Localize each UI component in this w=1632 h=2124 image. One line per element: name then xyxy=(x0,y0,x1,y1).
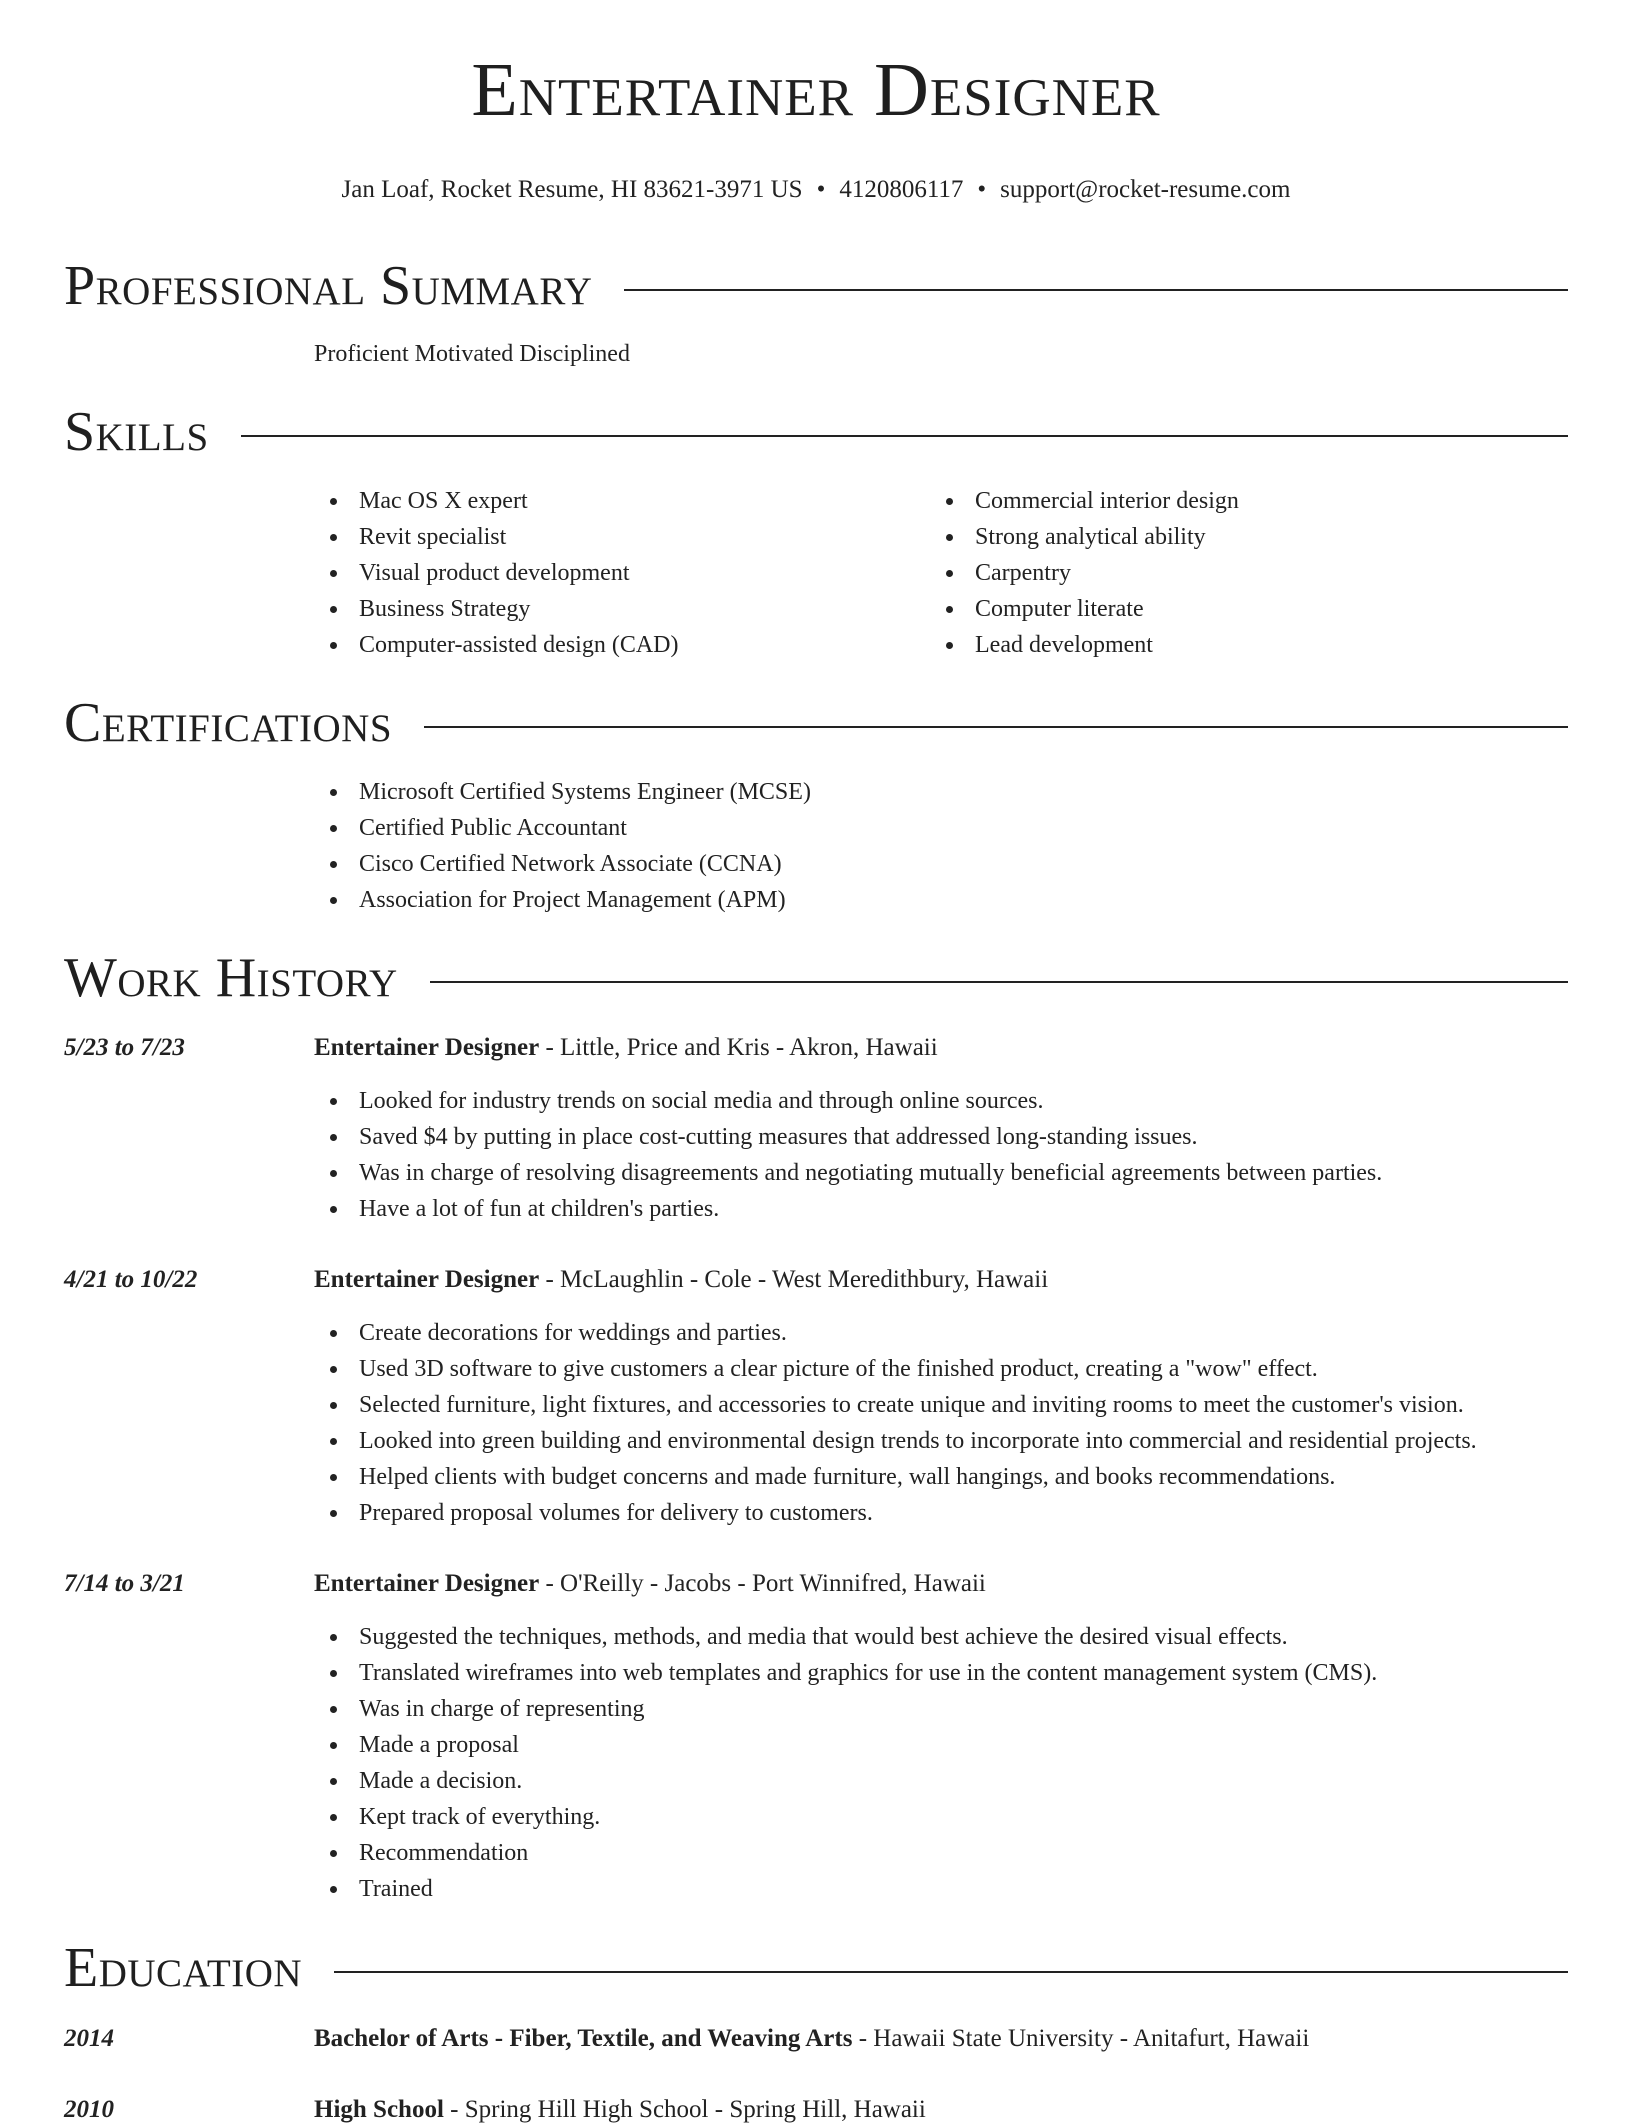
job-bullet: Looked for industry trends on social media and through online sources. xyxy=(314,1083,1382,1119)
education-year: 2010 xyxy=(64,2096,114,2123)
job-dates: 4/21 to 10/22 xyxy=(64,1266,198,1293)
skill-item: Strong analytical ability xyxy=(930,519,1239,555)
section-divider xyxy=(241,435,1568,437)
job-dates: 7/14 to 3/21 xyxy=(64,1570,185,1597)
section-title: Education xyxy=(64,1937,303,1999)
section-divider xyxy=(424,726,1568,728)
summary-section-heading xyxy=(64,255,1568,317)
job-bullets xyxy=(314,1083,1382,1227)
education-school: - Spring Hill High School - Spring Hill, Hawaii xyxy=(443,2096,926,2123)
job-bullet: Helped clients with budget concerns and made furniture, wall hangings, and books recommendations. xyxy=(314,1459,1477,1495)
contact-phone: 4120806117 xyxy=(839,176,964,203)
job-bullets xyxy=(314,1315,1477,1531)
job-bullet: Used 3D software to give customers a clear picture of the finished product, creating a "wow" effect. xyxy=(314,1351,1477,1387)
job-bullet: Saved $4 by putting in place cost-cutting measures that addressed long-standing issues. xyxy=(314,1119,1382,1155)
skill-item: Business Strategy xyxy=(314,591,678,627)
section-title: Professional Summary xyxy=(64,255,593,317)
skill-item: Revit specialist xyxy=(314,519,678,555)
certification-item: Certified Public Accountant xyxy=(314,810,811,846)
job-bullet: Was in charge of resolving disagreements and negotiating mutually beneficial agreements between parties. xyxy=(314,1155,1382,1191)
resume-name: Entertainer Designer xyxy=(471,48,1161,132)
skill-item: Commercial interior design xyxy=(930,483,1239,519)
contact-line xyxy=(0,176,1632,204)
certifications-list xyxy=(314,774,811,918)
job-bullet: Have a lot of fun at children's parties. xyxy=(314,1191,1382,1227)
education-section-heading xyxy=(64,1937,1568,1999)
contact-separator: • xyxy=(977,176,987,203)
certification-item: Association for Project Management (APM) xyxy=(314,882,811,918)
job-dates: 5/23 to 7/23 xyxy=(64,1034,185,1061)
skills-section-heading xyxy=(64,401,1568,463)
job-heading xyxy=(314,1266,1048,1294)
job-bullets xyxy=(314,1619,1377,1907)
job-bullet: Kept track of everything. xyxy=(314,1799,1377,1835)
certifications-section-heading xyxy=(64,692,1568,754)
job-company: - McLaughlin - Cole - West Meredithbury, Hawaii xyxy=(539,1266,1049,1293)
section-title: Certifications xyxy=(64,692,393,754)
job-bullet: Create decorations for weddings and parties. xyxy=(314,1315,1477,1351)
contact-email: support@rocket-resume.com xyxy=(1000,176,1291,203)
job-bullet: Trained xyxy=(314,1871,1377,1907)
job-bullet: Selected furniture, light fixtures, and accessories to create unique and inviting rooms to meet the customer's vision. xyxy=(314,1387,1477,1423)
job-bullet: Suggested the techniques, methods, and media that would best achieve the desired visual effects. xyxy=(314,1619,1377,1655)
skill-item: Visual product development xyxy=(314,555,678,591)
certification-item: Cisco Certified Network Associate (CCNA) xyxy=(314,846,811,882)
skill-item: Computer-assisted design (CAD) xyxy=(314,627,678,663)
section-title: Skills xyxy=(64,401,209,463)
education-year: 2014 xyxy=(64,2025,114,2052)
skill-item: Computer literate xyxy=(930,591,1239,627)
contact-separator: • xyxy=(816,176,826,203)
education-entry xyxy=(314,2096,926,2124)
skills-list-left xyxy=(314,483,678,663)
certification-item: Microsoft Certified Systems Engineer (MCSE) xyxy=(314,774,811,810)
job-bullet: Made a proposal xyxy=(314,1727,1377,1763)
section-divider xyxy=(430,981,1568,983)
job-bullet: Looked into green building and environmental design trends to incorporate into commercial and residential projects. xyxy=(314,1423,1477,1459)
job-heading xyxy=(314,1570,986,1598)
job-bullet: Recommendation xyxy=(314,1835,1377,1871)
job-heading xyxy=(314,1034,938,1062)
job-bullet: Was in charge of representing xyxy=(314,1691,1377,1727)
summary-text: Proficient Motivated Disciplined xyxy=(314,341,630,367)
education-entry xyxy=(314,2025,1309,2053)
job-company: - Little, Price and Kris - Akron, Hawaii xyxy=(539,1034,938,1061)
job-title: Entertainer Designer xyxy=(314,1034,540,1061)
work-history-section-heading xyxy=(64,947,1568,1009)
education-degree: Bachelor of Arts - Fiber, Textile, and Weaving Arts xyxy=(314,2025,853,2052)
education-degree: High School xyxy=(314,2096,444,2123)
section-divider xyxy=(624,289,1568,291)
job-company: - O'Reilly - Jacobs - Port Winnifred, Hawaii xyxy=(539,1570,986,1597)
skills-list-right xyxy=(930,483,1239,663)
job-title: Entertainer Designer xyxy=(314,1266,540,1293)
job-bullet: Prepared proposal volumes for delivery to customers. xyxy=(314,1495,1477,1531)
skill-item: Mac OS X expert xyxy=(314,483,678,519)
education-school: - Hawaii State University - Anitafurt, Hawaii xyxy=(852,2025,1310,2052)
skill-item: Lead development xyxy=(930,627,1239,663)
skill-item: Carpentry xyxy=(930,555,1239,591)
section-divider xyxy=(334,1971,1568,1973)
job-title: Entertainer Designer xyxy=(314,1570,540,1597)
contact-address: Jan Loaf, Rocket Resume, HI 83621-3971 US xyxy=(341,176,803,203)
job-bullet: Translated wireframes into web templates and graphics for use in the content management system (CMS). xyxy=(314,1655,1377,1691)
job-bullet: Made a decision. xyxy=(314,1763,1377,1799)
section-title: Work History xyxy=(64,947,398,1009)
